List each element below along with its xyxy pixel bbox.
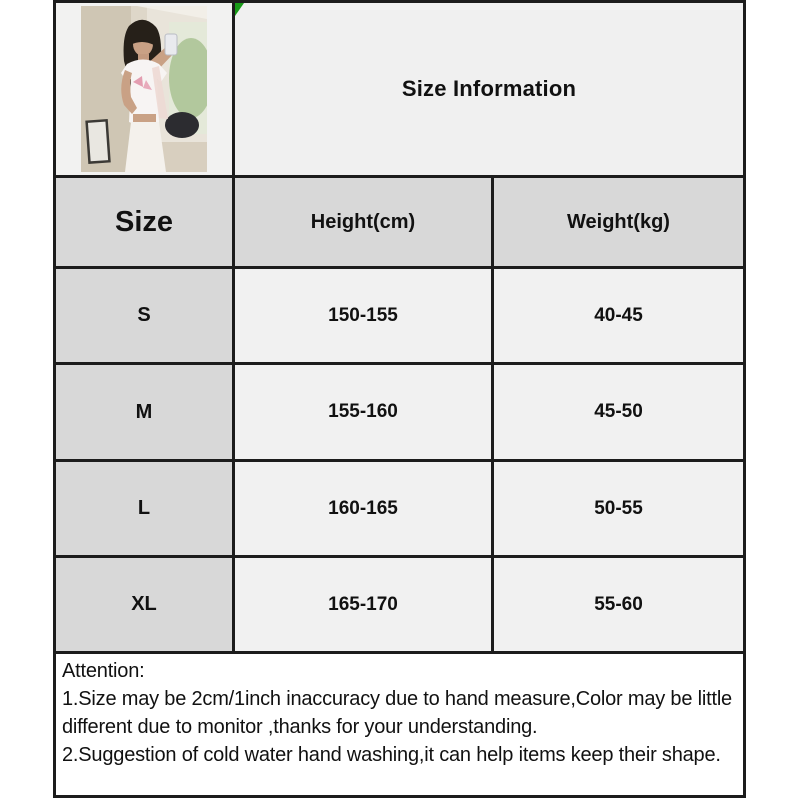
weight-value-m: 45-50 — [494, 365, 743, 459]
header-weight: Weight(kg) — [494, 178, 743, 266]
height-value-s: 150-155 — [235, 269, 491, 362]
product-photo — [81, 6, 207, 172]
size-table — [53, 0, 746, 798]
model-photo-illustration — [81, 6, 207, 172]
attention-heading: Attention: — [62, 660, 145, 682]
weight-value-xl: 55-60 — [494, 558, 743, 651]
attention-line-1: 1.Size may be 2cm/1inch inaccuracy due to hand measure,Color may be little different due to monitor ,thanks for your understanding. — [62, 688, 732, 738]
product-photo-cell — [56, 3, 232, 175]
attention-line-2: 2.Suggestion of cold water hand washing,it can help items keep their shape. — [62, 744, 721, 766]
size-label-s: S — [56, 269, 232, 362]
folded-corner-icon — [235, 3, 244, 16]
weight-value-l: 50-55 — [494, 462, 743, 555]
height-value-xl: 165-170 — [235, 558, 491, 651]
height-value-m: 155-160 — [235, 365, 491, 459]
size-label-m: M — [56, 365, 232, 459]
page-title: Size Information — [401, 76, 577, 101]
header-size: Size — [56, 178, 232, 266]
size-information-title-cell — [235, 3, 743, 175]
header-height: Height(cm) — [235, 178, 491, 266]
weight-value-s: 40-45 — [494, 269, 743, 362]
attention-note — [56, 654, 743, 795]
size-label-l: L — [56, 462, 232, 555]
size-label-xl: XL — [56, 558, 232, 651]
height-value-l: 160-165 — [235, 462, 491, 555]
